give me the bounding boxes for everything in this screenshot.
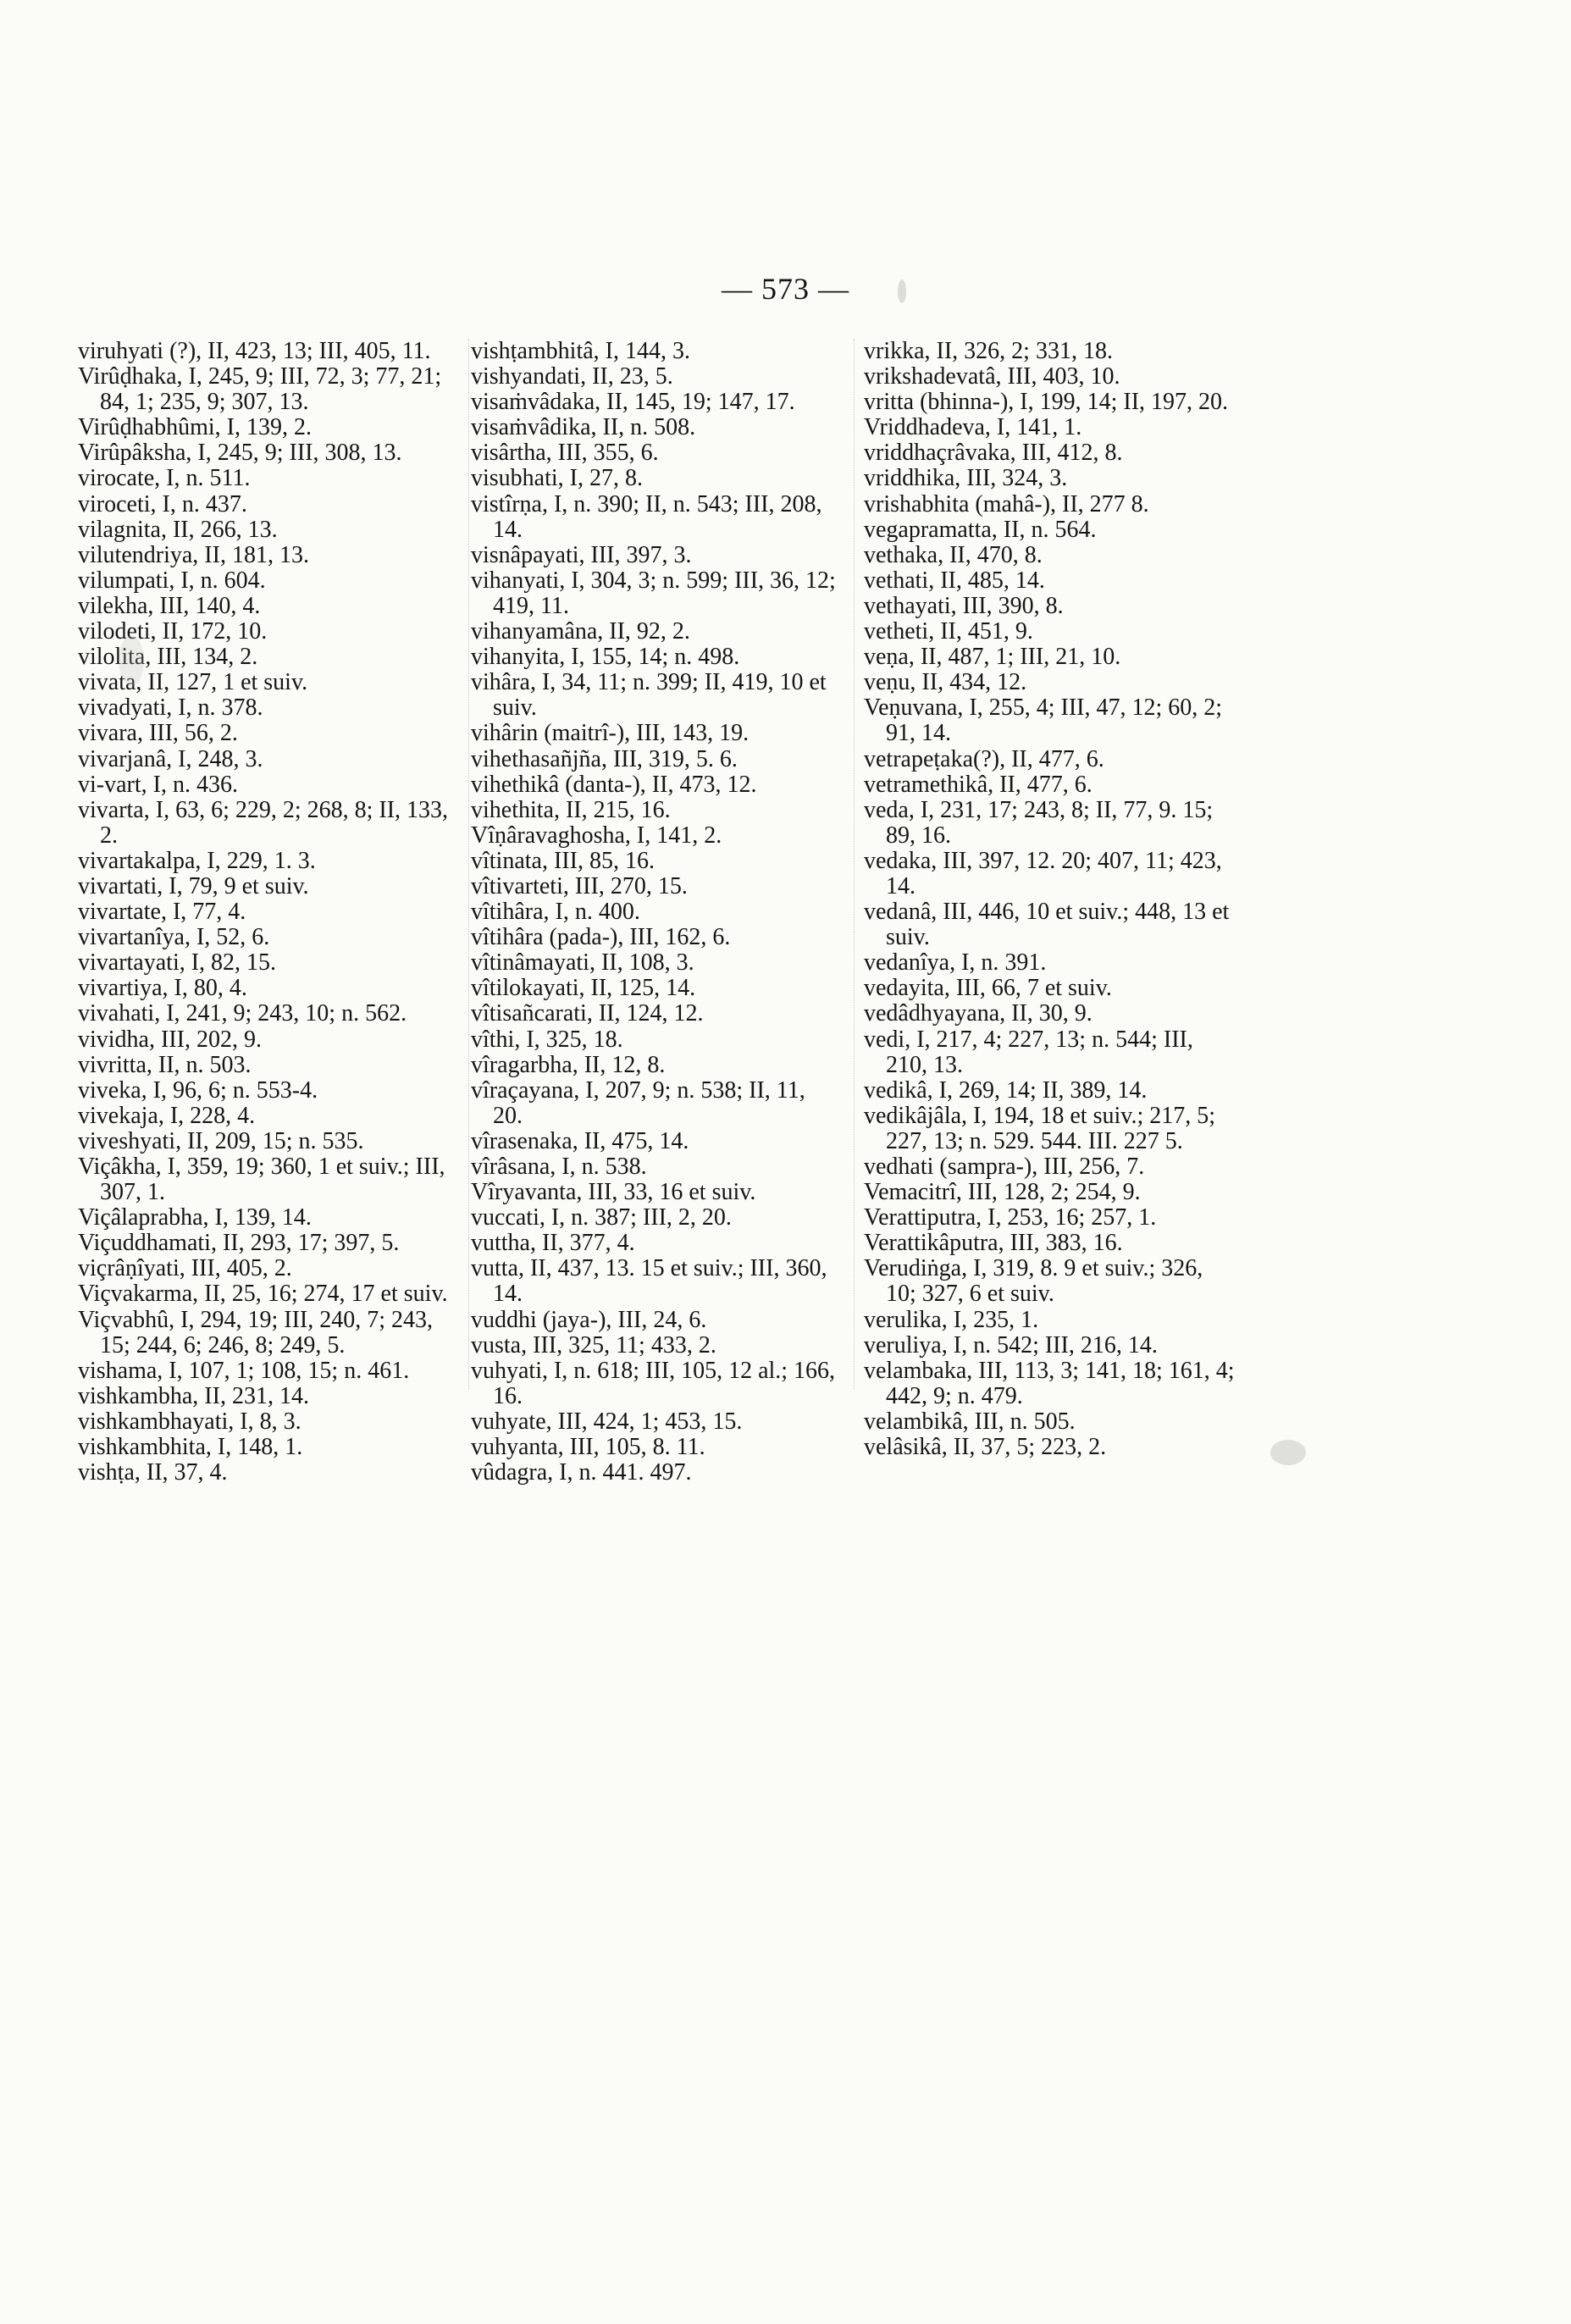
- index-entry: vîtivarteti, III, 270, 15.: [471, 872, 688, 899]
- index-column-1: [78, 339, 466, 1486]
- index-entry: virocate, I, n. 511.: [78, 465, 251, 492]
- index-entry: Virûpâksha, I, 245, 9; III, 308, 13.: [78, 440, 402, 467]
- index-entry: vritta (bhinna-), I, 199, 14; II, 197, 20.: [864, 389, 1229, 416]
- index-entry: vegapramatta, II, n. 564.: [864, 516, 1097, 543]
- index-entry: visnâpayati, III, 397, 3.: [471, 541, 692, 568]
- index-entry: vethaka, II, 470, 8.: [864, 541, 1043, 568]
- index-entry: vusta, III, 325, 11; 433, 2.: [471, 1331, 716, 1358]
- index-entry: vi-vart, I, n. 436.: [78, 771, 238, 798]
- index-entry: viveka, I, 96, 6; n. 553-4.: [78, 1076, 318, 1104]
- index-entry: Verudiṅga, I, 319, 8. 9 et suiv.; 326, 10; 327, 6 et suiv.: [864, 1255, 1203, 1308]
- index-column-2: [471, 339, 837, 1486]
- index-entry: vivekaja, I, 228, 4.: [78, 1102, 256, 1129]
- index-entry: Verattiputra, I, 253, 16; 257, 1.: [864, 1204, 1157, 1231]
- index-entry: Virûḍhabhûmi, I, 139, 2.: [78, 414, 312, 441]
- index-entry: vihâra, I, 34, 11; n. 399; II, 419, 10 et suiv.: [471, 669, 827, 722]
- index-entry: Verattikâputra, III, 383, 16.: [864, 1230, 1123, 1257]
- index-entry: vîraçayana, I, 207, 9; n. 538; II, 11, 20.: [471, 1076, 805, 1129]
- index-entry: vriddhaçrâvaka, III, 412, 8.: [864, 440, 1123, 467]
- index-entry: Viçâlaprabha, I, 139, 14.: [78, 1204, 312, 1231]
- index-entry: veda, I, 231, 17; 243, 8; II, 77, 9. 15; 89, 16.: [864, 796, 1214, 849]
- index-entry: vuttha, II, 377, 4.: [471, 1230, 635, 1257]
- page-number: — 573 —: [722, 272, 849, 306]
- column-divider: [854, 339, 855, 1389]
- index-entry: vihanyamâna, II, 92, 2.: [471, 618, 690, 645]
- index-entry: vihethita, II, 215, 16.: [471, 796, 671, 823]
- index-entry: vivarta, I, 63, 6; 229, 2; 268, 8; II, 133, 2.: [78, 796, 449, 849]
- index-entry: vethayati, III, 390, 8.: [864, 592, 1064, 619]
- index-entry: vethati, II, 485, 14.: [864, 567, 1045, 594]
- index-entry: Viçuddhamati, II, 293, 17; 397, 5.: [78, 1230, 400, 1257]
- index-entry: vîtihâra, I, n. 400.: [471, 899, 640, 926]
- index-entry: vîthi, I, 325, 18.: [471, 1026, 623, 1053]
- index-entry: Vemacitrî, III, 128, 2; 254, 9.: [864, 1179, 1141, 1206]
- column-divider: [468, 339, 469, 1389]
- index-entry: vilekha, III, 140, 4.: [78, 592, 261, 619]
- index-entry: veruliya, I, n. 542; III, 216, 14.: [864, 1331, 1158, 1358]
- index-entry: vedaka, III, 397, 12. 20; 407, 11; 423, 14.: [864, 847, 1222, 899]
- index-entry: Vriddhadeva, I, 141, 1.: [864, 414, 1082, 441]
- index-entry: vivahati, I, 241, 9; 243, 10; n. 562.: [78, 1000, 407, 1027]
- index-entry: visaṁvâdika, II, n. 508.: [471, 414, 696, 441]
- index-entry: vilagnita, II, 266, 13.: [78, 516, 278, 543]
- index-entry: vishkambhayati, I, 8, 3.: [78, 1408, 301, 1435]
- index-entry: Viçvakarma, II, 25, 16; 274, 17 et suiv.: [78, 1281, 448, 1308]
- index-entry: visubhati, I, 27, 8.: [471, 465, 643, 492]
- index-entry: vedikâjâla, I, 194, 18 et suiv.; 217, 5; 227, 13; n. 529. 544. III. 227 5.: [864, 1102, 1215, 1154]
- index-entry: vishkambha, II, 231, 14.: [78, 1382, 309, 1409]
- index-entry: vedanâ, III, 446, 10 et suiv.; 448, 13 et suiv.: [864, 899, 1230, 951]
- index-entry: Vîryavanta, III, 33, 16 et suiv.: [471, 1179, 756, 1206]
- index-entry: vuhyate, III, 424, 1; 453, 15.: [471, 1408, 743, 1435]
- index-entry: vihanyati, I, 304, 3; n. 599; III, 36, 12; 419, 11.: [471, 567, 836, 619]
- scan-speck: [898, 279, 906, 303]
- index-entry: vîtinata, III, 85, 16.: [471, 847, 655, 874]
- index-entry: vîtinâmayati, II, 108, 3.: [471, 949, 694, 977]
- index-entry: vîtisañcarati, II, 124, 12.: [471, 1000, 704, 1027]
- index-entry: vutta, II, 437, 13. 15 et suiv.; III, 360, 14.: [471, 1255, 827, 1308]
- index-entry: vîtihâra (pada-), III, 162, 6.: [471, 924, 731, 951]
- index-entry: vistîrṇa, I, n. 390; II, n. 543; III, 208, 14.: [471, 490, 822, 543]
- index-entry: vishṭa, II, 37, 4.: [78, 1459, 228, 1486]
- index-entry: vivartanîya, I, 52, 6.: [78, 924, 270, 951]
- index-entry: vetramethikâ, II, 477, 6.: [864, 771, 1093, 798]
- index-entry: vihethasañjña, III, 319, 5. 6.: [471, 745, 738, 772]
- index-entry: vetrapeṭaka(?), II, 477, 6.: [864, 745, 1104, 772]
- index-entry: vîtilokayati, II, 125, 14.: [471, 975, 696, 1002]
- index-entry: viveshyati, II, 209, 15; n. 535.: [78, 1127, 364, 1154]
- index-entry: vivadyati, I, n. 378.: [78, 694, 263, 722]
- index-entry: vîrasenaka, II, 475, 14.: [471, 1127, 689, 1154]
- index-entry: Vîṇâravaghosha, I, 141, 2.: [471, 822, 722, 849]
- index-entry: Viçvabhû, I, 294, 19; III, 240, 7; 243, 15; 244, 6; 246, 8; 249, 5.: [78, 1306, 434, 1358]
- index-entry: vedayita, III, 66, 7 et suiv.: [864, 975, 1112, 1002]
- index-entry: vivartiya, I, 80, 4.: [78, 975, 247, 1002]
- index-entry: vuddhi (jaya-), III, 24, 6.: [471, 1306, 707, 1333]
- index-entry: viroceti, I, n. 437.: [78, 490, 247, 517]
- index-entry: vedâdhyayana, II, 30, 9.: [864, 1000, 1093, 1027]
- index-entry: viçrâṇîyati, III, 405, 2.: [78, 1255, 292, 1282]
- index-entry: vivarjanâ, I, 248, 3.: [78, 745, 263, 772]
- index-entry: vividha, III, 202, 9.: [78, 1026, 262, 1053]
- scan-speck: [1270, 1440, 1306, 1465]
- index-entry: vivartati, I, 79, 9 et suiv.: [78, 872, 309, 899]
- index-entry: visaṁvâdaka, II, 145, 19; 147, 17.: [471, 389, 795, 416]
- index-entry: vishṭambhitâ, I, 144, 3.: [471, 338, 690, 364]
- index-entry: vishkambhita, I, 148, 1.: [78, 1434, 303, 1461]
- index-entry: vihârin (maitrî-), III, 143, 19.: [471, 720, 750, 747]
- index-entry: vetheti, II, 451, 9.: [864, 618, 1033, 645]
- index-entry: vuhyanta, III, 105, 8. 11.: [471, 1434, 705, 1461]
- index-entry: vîrâsana, I, n. 538.: [471, 1154, 647, 1180]
- index-entry: vrikshadevatâ, III, 403, 10.: [864, 363, 1120, 390]
- index-entry: veṇa, II, 487, 1; III, 21, 10.: [864, 644, 1121, 671]
- index-entry: vivartate, I, 77, 4.: [78, 899, 246, 926]
- index-entry: vîragarbha, II, 12, 8.: [471, 1051, 666, 1078]
- index-entry: velâsikâ, II, 37, 5; 223, 2.: [864, 1434, 1107, 1461]
- index-entry: Veṇuvana, I, 255, 4; III, 47, 12; 60, 2; 91, 14.: [864, 694, 1223, 747]
- scan-speck: [119, 635, 144, 686]
- index-entry: vihethikâ (danta-), II, 473, 12.: [471, 771, 757, 798]
- index-entry: vivara, III, 56, 2.: [78, 720, 238, 747]
- index-entry: verulika, I, 235, 1.: [864, 1306, 1039, 1333]
- index-entry: vedanîya, I, n. 391.: [864, 949, 1047, 977]
- index-entry: vishyandati, II, 23, 5.: [471, 363, 673, 390]
- index-entry: vihanyita, I, 155, 14; n. 498.: [471, 644, 740, 671]
- index-entry: vuccati, I, n. 387; III, 2, 20.: [471, 1204, 732, 1231]
- index-entry: vivritta, II, n. 503.: [78, 1051, 252, 1078]
- index-entry: vedi, I, 217, 4; 227, 13; n. 544; III, 210, 13.: [864, 1026, 1193, 1078]
- index-entry: Viçâkha, I, 359, 19; 360, 1 et suiv.; III, 307, 1.: [78, 1154, 445, 1206]
- index-entry: vedhati (sampra-), III, 256, 7.: [864, 1154, 1145, 1180]
- index-entry: vrikka, II, 326, 2; 331, 18.: [864, 338, 1113, 364]
- index-entry: vilumpati, I, n. 604.: [78, 567, 266, 594]
- index-entry: vûdagra, I, n. 441. 497.: [471, 1459, 692, 1486]
- index-entry: vedikâ, I, 269, 14; II, 389, 14.: [864, 1076, 1148, 1104]
- index-column-3: [864, 339, 1236, 1460]
- index-entry: vilodeti, II, 172, 10.: [78, 618, 268, 645]
- index-entry: vilutendriya, II, 181, 13.: [78, 541, 309, 568]
- index-entry: vishama, I, 107, 1; 108, 15; n. 461.: [78, 1357, 410, 1384]
- index-entry: viruhyati (?), II, 423, 13; III, 405, 11.: [78, 338, 431, 364]
- index-entry: vuhyati, I, n. 618; III, 105, 12 al.; 166, 16.: [471, 1357, 836, 1409]
- index-entry: veṇu, II, 434, 12.: [864, 669, 1027, 696]
- index-entry: vilolita, III, 134, 2.: [78, 644, 258, 671]
- index-entry: velambaka, III, 113, 3; 141, 18; 161, 4; 442, 9; n. 479.: [864, 1357, 1235, 1409]
- index-entry: vivata, II, 127, 1 et suiv.: [78, 669, 308, 696]
- index-entry: Virûḍhaka, I, 245, 9; III, 72, 3; 77, 21; 84, 1; 235, 9; 307, 13.: [78, 363, 442, 416]
- index-entry: vrishabhita (mahâ-), II, 277 8.: [864, 490, 1149, 517]
- index-entry: vivartakalpa, I, 229, 1. 3.: [78, 847, 316, 874]
- index-entry: vivartayati, I, 82, 15.: [78, 949, 277, 977]
- index-entry: visârtha, III, 355, 6.: [471, 440, 659, 467]
- index-entry: vriddhika, III, 324, 3.: [864, 465, 1068, 492]
- index-entry: velambikâ, III, n. 505.: [864, 1408, 1076, 1435]
